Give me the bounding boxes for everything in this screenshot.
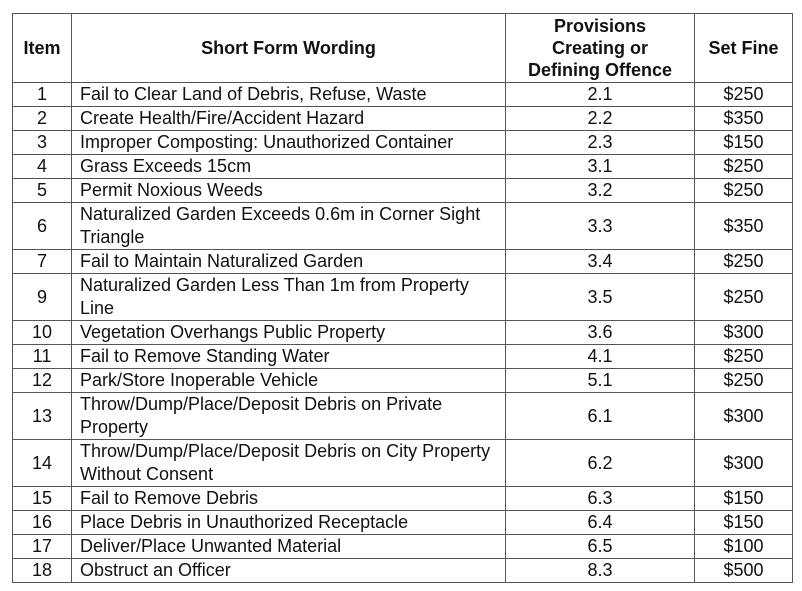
header-provisions-line1: Provisions [553, 16, 647, 36]
wording-cell: Naturalized Garden Exceeds 0.6m in Corner Sight Triangle [72, 203, 506, 250]
table-row [13, 511, 793, 535]
fine-cell: $100 [695, 535, 793, 559]
fine-cell: $350 [695, 107, 793, 131]
fine-cell: $300 [695, 321, 793, 345]
item-cell: 10 [13, 321, 72, 345]
item-cell: 7 [13, 250, 72, 274]
table-row [13, 535, 793, 559]
fine-cell: $300 [695, 393, 793, 440]
header-wording: Short Form Wording [72, 14, 506, 83]
provision-cell: 2.1 [506, 83, 695, 107]
wording-cell: Throw/Dump/Place/Deposit Debris on Private Property [72, 393, 506, 440]
wording-cell: Improper Composting: Unauthorized Container [72, 131, 506, 155]
wording-cell: Place Debris in Unauthorized Receptacle [72, 511, 506, 535]
wording-cell: Park/Store Inoperable Vehicle [72, 369, 506, 393]
wording-cell: Vegetation Overhangs Public Property [72, 321, 506, 345]
table-row [13, 487, 793, 511]
header-provisions-line2: Creating or [551, 38, 648, 58]
fine-cell: $150 [695, 487, 793, 511]
table-row [13, 179, 793, 203]
provision-cell: 6.4 [506, 511, 695, 535]
item-cell: 2 [13, 107, 72, 131]
wording-cell: Fail to Maintain Naturalized Garden [72, 250, 506, 274]
header-provisions-line3: Defining Offence [527, 60, 672, 80]
fine-cell: $350 [695, 203, 793, 250]
fine-cell: $250 [695, 274, 793, 321]
provision-cell: 6.2 [506, 440, 695, 487]
wording-cell: Permit Noxious Weeds [72, 179, 506, 203]
provision-cell: 3.3 [506, 203, 695, 250]
provision-cell: 6.5 [506, 535, 695, 559]
fine-cell: $250 [695, 155, 793, 179]
wording-cell: Deliver/Place Unwanted Material [72, 535, 506, 559]
table-row [13, 274, 793, 321]
fine-cell: $150 [695, 131, 793, 155]
item-cell: 13 [13, 393, 72, 440]
fine-cell: $250 [695, 369, 793, 393]
wording-cell: Fail to Clear Land of Debris, Refuse, Waste [72, 83, 506, 107]
item-cell: 17 [13, 535, 72, 559]
fine-cell: $250 [695, 83, 793, 107]
table-row [13, 155, 793, 179]
table-row [13, 203, 793, 250]
table-row [13, 250, 793, 274]
provision-cell: 3.6 [506, 321, 695, 345]
provision-cell: 6.3 [506, 487, 695, 511]
item-cell: 1 [13, 83, 72, 107]
item-cell: 4 [13, 155, 72, 179]
table-row [13, 131, 793, 155]
item-cell: 3 [13, 131, 72, 155]
provision-cell: 8.3 [506, 559, 695, 583]
provision-cell: 6.1 [506, 393, 695, 440]
header-provisions [506, 14, 695, 83]
header-fine: Set Fine [695, 14, 793, 83]
item-cell: 18 [13, 559, 72, 583]
wording-cell: Naturalized Garden Less Than 1m from Property Line [72, 274, 506, 321]
provision-cell: 4.1 [506, 345, 695, 369]
provision-cell: 2.3 [506, 131, 695, 155]
provision-cell: 3.2 [506, 179, 695, 203]
table-row [13, 559, 793, 583]
wording-cell: Throw/Dump/Place/Deposit Debris on City Property Without Consent [72, 440, 506, 487]
wording-cell: Grass Exceeds 15cm [72, 155, 506, 179]
header-item: Item [13, 14, 72, 83]
item-cell: 5 [13, 179, 72, 203]
table-row [13, 393, 793, 440]
provision-cell: 2.2 [506, 107, 695, 131]
wording-cell: Obstruct an Officer [72, 559, 506, 583]
provision-cell: 5.1 [506, 369, 695, 393]
table-row [13, 83, 793, 107]
provision-cell: 3.5 [506, 274, 695, 321]
table-row [13, 321, 793, 345]
item-cell: 14 [13, 440, 72, 487]
item-cell: 12 [13, 369, 72, 393]
item-cell: 9 [13, 274, 72, 321]
table-row [13, 369, 793, 393]
wording-cell: Fail to Remove Debris [72, 487, 506, 511]
fine-cell: $150 [695, 511, 793, 535]
fine-cell: $250 [695, 250, 793, 274]
wording-cell: Create Health/Fire/Accident Hazard [72, 107, 506, 131]
table-row [13, 345, 793, 369]
header-row [13, 14, 793, 83]
wording-cell: Fail to Remove Standing Water [72, 345, 506, 369]
item-cell: 6 [13, 203, 72, 250]
set-fines-table [12, 13, 793, 583]
table-row [13, 440, 793, 487]
fine-cell: $300 [695, 440, 793, 487]
fine-cell: $250 [695, 345, 793, 369]
fine-cell: $500 [695, 559, 793, 583]
fine-cell: $250 [695, 179, 793, 203]
table-row [13, 107, 793, 131]
item-cell: 11 [13, 345, 72, 369]
provision-cell: 3.4 [506, 250, 695, 274]
item-cell: 16 [13, 511, 72, 535]
provision-cell: 3.1 [506, 155, 695, 179]
item-cell: 15 [13, 487, 72, 511]
